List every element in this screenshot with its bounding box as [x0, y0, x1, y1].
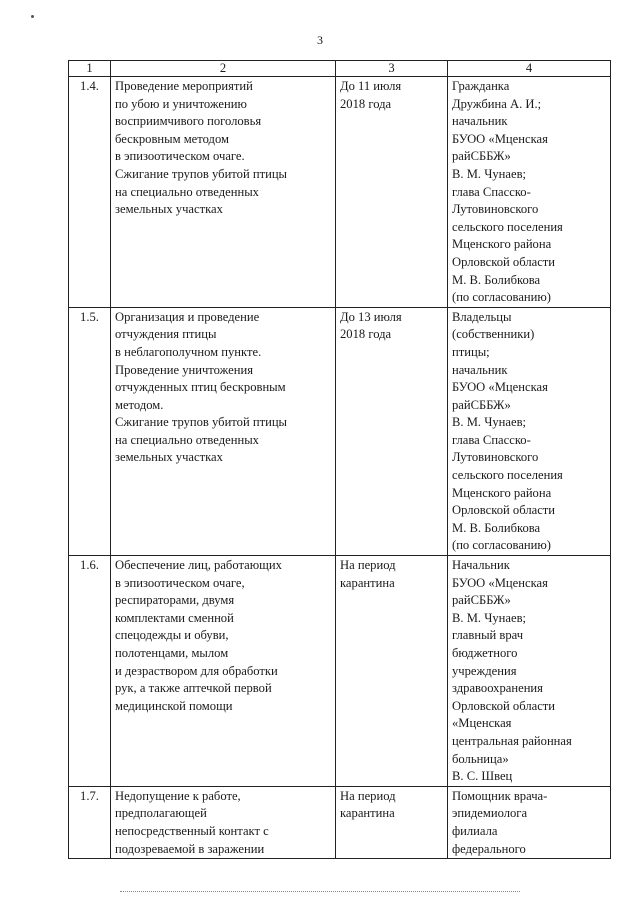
header-cell-1: 1: [69, 61, 111, 77]
responsible-line: БУОО «Мценская: [452, 575, 548, 590]
responsible-cell: [448, 77, 611, 308]
table-row: [69, 77, 611, 308]
responsible-line: федерального: [452, 841, 526, 856]
deadline-cell: [336, 786, 448, 858]
responsible-line: Орловской области: [452, 254, 556, 269]
measure-line: Сжигание трупов убитой птицы: [115, 415, 288, 430]
responsible-line: В. С. Швец: [452, 769, 513, 784]
responsible-line: (по согласованию): [452, 538, 552, 553]
measure-line: комплектами сменной: [115, 610, 234, 625]
responsible-line: райСББЖ»: [452, 397, 511, 412]
responsible-cell: [448, 556, 611, 787]
measure-line: земельных участках: [115, 202, 223, 217]
measure-line: земельных участках: [115, 450, 223, 465]
row-number: 1.5.: [69, 307, 111, 555]
row-number: 1.7.: [69, 786, 111, 858]
measure-line: рук, а также аптечкой первой: [115, 681, 272, 696]
measure-line: отчужденных птиц бескровным: [115, 380, 286, 395]
responsible-line: райСББЖ»: [452, 149, 511, 164]
responsible-line: учреждения: [452, 663, 517, 678]
header-row: [69, 61, 611, 77]
responsible-line: глава Спасско-: [452, 432, 531, 447]
responsible-line: Мценского района: [452, 485, 552, 500]
responsible-line: В. М. Чунаев;: [452, 415, 527, 430]
measure-line: в эпизоотическом очаге.: [115, 149, 245, 164]
measure-cell: [111, 77, 336, 308]
responsible-cell: [448, 786, 611, 858]
responsible-line: Владельцы: [452, 309, 512, 324]
deadline-cell: [336, 77, 448, 308]
responsible-line: (собственники): [452, 327, 535, 342]
measure-cell: [111, 786, 336, 858]
responsible-line: БУОО «Мценская: [452, 131, 548, 146]
measure-line: спецодежды и обуви,: [115, 628, 229, 643]
responsible-line: сельского поселения: [452, 468, 563, 483]
deadline-line: До 13 июля: [340, 309, 402, 324]
responsible-line: главный врач: [452, 628, 524, 643]
responsible-line: бюджетного: [452, 646, 518, 660]
responsible-line: глава Спасско-: [452, 184, 531, 199]
measure-line: по убою и уничтожению: [115, 96, 247, 111]
deadline-line: До 11 июля: [340, 79, 402, 93]
bottom-rule: [120, 891, 520, 892]
table-row: [69, 556, 611, 787]
row-number: 1.6.: [69, 556, 111, 787]
measure-cell: [111, 556, 336, 787]
measure-line: отчуждения птицы: [115, 327, 217, 342]
responsible-line: птицы;: [452, 344, 490, 359]
responsible-line: Гражданка: [452, 79, 510, 93]
deadline-line: 2018 года: [340, 96, 392, 111]
measure-line: Организация и проведение: [115, 309, 260, 324]
measure-line: предполагающей: [115, 806, 207, 821]
measure-line: Проведение мероприятий: [115, 79, 253, 93]
measures-table: [68, 60, 611, 859]
measure-line: непосредственный контакт с: [115, 823, 269, 838]
measure-line: на специально отведенных: [115, 184, 259, 199]
responsible-line: Лутовиновского: [452, 450, 539, 465]
responsible-line: М. В. Болибкова: [452, 272, 541, 287]
measure-line: на специально отведенных: [115, 432, 259, 447]
table-row: [69, 786, 611, 858]
responsible-line: больница»: [452, 751, 509, 766]
responsible-cell: [448, 307, 611, 555]
responsible-line: БУОО «Мценская: [452, 380, 548, 395]
responsible-line: «Мценская: [452, 716, 512, 731]
measure-line: Обеспечение лиц, работающих: [115, 558, 282, 573]
responsible-line: Мценского района: [452, 237, 552, 252]
responsible-line: райСББЖ»: [452, 593, 511, 608]
measure-line: Недопущение к работе,: [115, 788, 241, 803]
measure-line: Проведение уничтожения: [115, 362, 254, 377]
measure-line: медицинской помощи: [115, 698, 233, 713]
responsible-line: центральная районная: [452, 733, 572, 748]
responsible-line: Орловской области: [452, 698, 556, 713]
deadline-line: карантина: [340, 806, 395, 821]
responsible-line: В. М. Чунаев;: [452, 610, 527, 625]
deadline-cell: [336, 556, 448, 787]
responsible-line: сельского поселения: [452, 219, 563, 234]
measure-line: бескровным методом: [115, 131, 229, 146]
row-number: 1.4.: [69, 77, 111, 308]
deadline-cell: [336, 307, 448, 555]
header-cell-4: 4: [448, 61, 611, 77]
measure-line: в эпизоотическом очаге,: [115, 575, 245, 590]
measure-line: в неблагополучном пункте.: [115, 344, 262, 359]
measure-line: полотенцами, мылом: [115, 646, 229, 660]
deadline-line: карантина: [340, 575, 395, 590]
responsible-line: начальник: [452, 114, 508, 129]
responsible-line: Начальник: [452, 558, 510, 573]
responsible-line: Орловской области: [452, 503, 556, 518]
measure-line: методом.: [115, 397, 164, 412]
responsible-line: эпидемиолога: [452, 806, 528, 821]
responsible-line: М. В. Болибкова: [452, 520, 541, 535]
table-row: [69, 307, 611, 555]
responsible-line: Помощник врача-: [452, 788, 548, 803]
header-cell-2: 2: [111, 61, 336, 77]
deadline-line: На период: [340, 558, 396, 573]
responsible-line: В. М. Чунаев;: [452, 166, 527, 181]
measure-line: восприимчивого поголовья: [115, 114, 262, 129]
responsible-line: Лутовиновского: [452, 202, 539, 217]
responsible-line: филиала: [452, 823, 498, 838]
responsible-line: Дружбина А. И.;: [452, 96, 542, 111]
measure-cell: [111, 307, 336, 555]
deadline-line: 2018 года: [340, 327, 392, 342]
scan-speck: [31, 15, 34, 18]
responsible-line: здравоохранения: [452, 681, 543, 696]
measure-line: и дезраствором для обработки: [115, 663, 278, 678]
measure-line: респираторами, двумя: [115, 593, 235, 608]
responsible-line: начальник: [452, 362, 508, 377]
responsible-line: (по согласованию): [452, 290, 552, 305]
page-number: 3: [317, 33, 323, 47]
measure-line: подозреваемой в заражении: [115, 841, 265, 856]
measure-line: Сжигание трупов убитой птицы: [115, 166, 288, 181]
deadline-line: На период: [340, 788, 396, 803]
header-cell-3: 3: [336, 61, 448, 77]
